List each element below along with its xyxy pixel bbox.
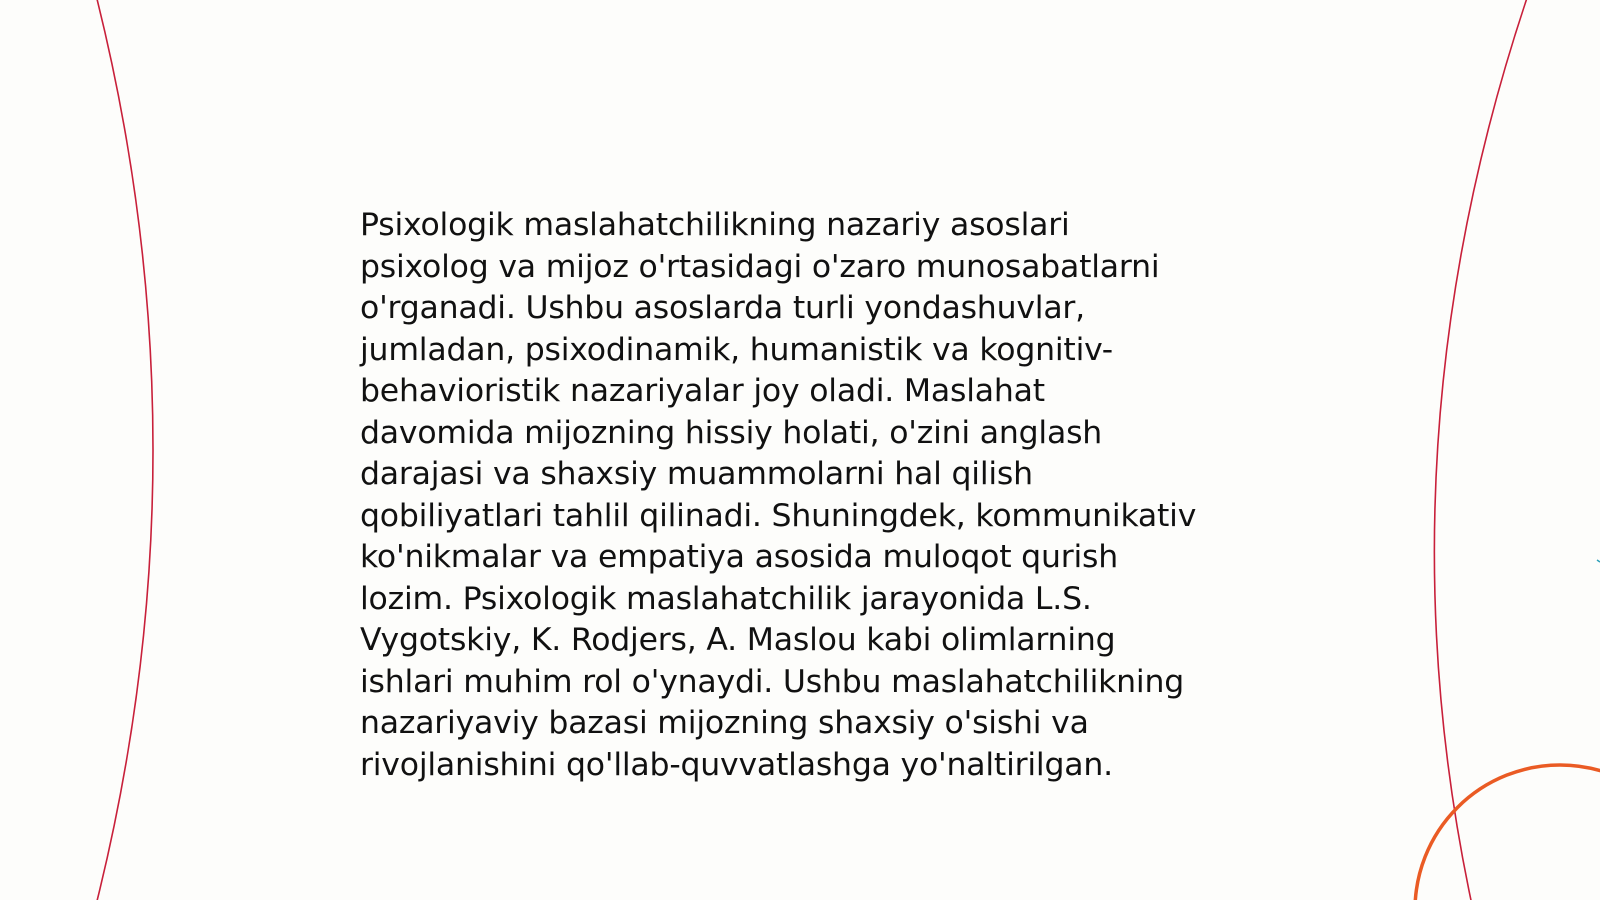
paragraph-line: rivojlanishini qo'llab-quvvatlashga yo'naltirilgan. xyxy=(360,746,1113,783)
paragraph-line: Psixologik maslahatchilikning nazariy asoslari xyxy=(360,207,1070,243)
paragraph-line: o'rganadi. Ushbu asoslarda turli yondashuvlar, xyxy=(360,290,1085,326)
paragraph-line: lozim. Psixologik maslahatchilik jarayonida L.S. xyxy=(360,580,1092,617)
paragraph-line: qobiliyatlari tahlil qilinadi. Shuningdek, kommunikativ xyxy=(360,497,1197,534)
left-curve xyxy=(96,0,153,900)
paragraph-line: darajasi va shaxsiy muammolarni hal qilish xyxy=(360,456,1033,492)
paragraph-line: ko'nikmalar va empatiya asosida muloqot qurish xyxy=(360,539,1118,575)
paragraph-line: nazariyaviy bazasi mijozning shaxsiy o'sishi va xyxy=(360,705,1089,741)
orange-circle xyxy=(1415,765,1600,900)
paragraph-line: psixolog va mijoz o'rtasidagi o'zaro munosabatlarni xyxy=(360,248,1160,285)
body-paragraph xyxy=(360,205,1250,786)
paragraph-line: behavioristik nazariyalar joy oladi. Maslahat xyxy=(360,373,1045,409)
paragraph-line: jumladan, psixodinamik, humanistik va kognitiv- xyxy=(360,331,1113,368)
paragraph-line: Vygotskiy, K. Rodjers, A. Maslou kabi olimlarning xyxy=(360,622,1116,658)
paragraph-line: davomida mijozning hissiy holati, o'zini anglash xyxy=(360,414,1103,451)
right-curve xyxy=(1434,0,1528,900)
paragraph-line: ishlari muhim rol o'ynaydi. Ushbu maslahatchilikning xyxy=(360,663,1185,700)
